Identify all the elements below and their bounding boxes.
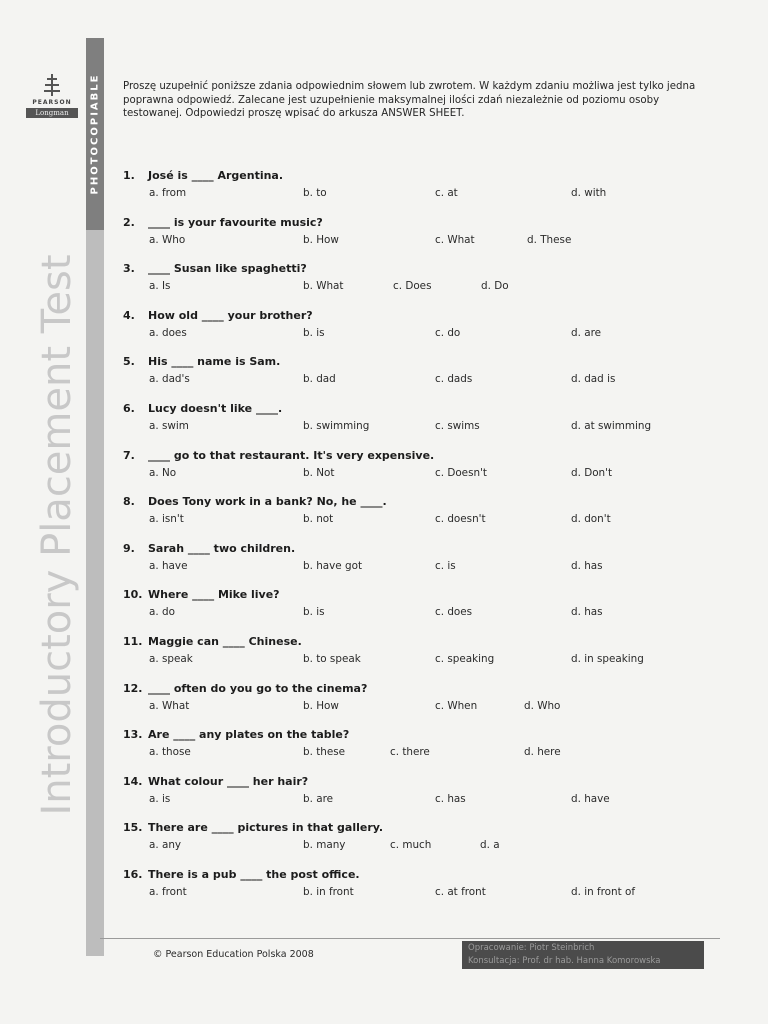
pearson-tree-icon — [44, 74, 60, 96]
answer-options — [123, 187, 723, 203]
question-stem — [123, 820, 723, 836]
question-stem — [123, 681, 723, 697]
answer-option: c. at — [435, 187, 458, 199]
question-stem — [123, 494, 723, 510]
answer-option: b. How — [303, 233, 339, 246]
question-stem — [123, 354, 723, 370]
question-stem — [123, 168, 723, 184]
answer-options — [123, 653, 723, 669]
answer-option: a. swim — [149, 420, 189, 432]
answer-options — [123, 327, 723, 343]
answer-option: b. How — [303, 699, 339, 712]
question-item — [123, 634, 723, 669]
question-text: There is a pub ____ the post office. — [148, 868, 360, 881]
answer-option: a. does — [149, 326, 187, 339]
answer-option: d. in front of — [571, 886, 636, 898]
answer-option: b. many — [303, 839, 346, 852]
question-item — [123, 401, 723, 436]
question-number: 9. — [123, 541, 135, 555]
question-item — [123, 354, 723, 389]
question-stem — [123, 308, 723, 324]
answer-options — [123, 839, 723, 855]
answer-option: d. at swimming — [571, 420, 652, 432]
answer-option: d. don't — [571, 513, 611, 526]
credit-line: Opracowanie: Piotr Steinbrich — [468, 943, 595, 953]
photocopiable-label — [86, 38, 104, 230]
question-item — [123, 215, 723, 250]
question-stem — [123, 541, 723, 557]
answer-option: a. Is — [149, 280, 171, 293]
question-number: 4. — [123, 308, 135, 322]
answer-option: d. These — [527, 233, 572, 246]
answer-option: a. isn't — [149, 513, 184, 526]
answer-option: b. are — [303, 792, 334, 805]
question-stem — [123, 867, 723, 883]
author-credits — [462, 941, 704, 969]
credit-line: Konsultacja: Prof. dr hab. Hanna Komorowska — [468, 956, 661, 966]
question-text: Sarah ____ two children. — [148, 541, 296, 555]
answer-option: d. are — [571, 326, 602, 339]
question-number: 1. — [123, 169, 135, 182]
answer-option: b. in front — [303, 886, 354, 898]
question-item — [123, 774, 723, 809]
answer-options — [123, 700, 723, 716]
question-stem — [123, 261, 723, 277]
question-number: 5. — [123, 355, 135, 369]
question-stem — [123, 774, 723, 790]
question-text: Lucy doesn't like ____. — [148, 402, 283, 415]
question-number: 10. — [123, 588, 143, 602]
answer-option: a. front — [149, 886, 187, 898]
answer-option: b. is — [303, 326, 325, 339]
answer-option: a. is — [149, 792, 171, 805]
question-text: How old ____ your brother? — [148, 308, 313, 322]
question-text: There are ____ pictures in that gallery. — [148, 821, 384, 835]
answer-option: c. Does — [393, 280, 432, 293]
question-number: 16. — [123, 868, 143, 881]
question-stem — [123, 587, 723, 603]
answer-options — [123, 886, 723, 902]
question-text: José is ____ Argentina. — [148, 169, 284, 182]
answer-options — [123, 420, 723, 436]
question-text: ____ go to that restaurant. It's very expensive. — [148, 448, 435, 462]
answer-option: d. Don't — [571, 466, 613, 479]
answer-option: d. has — [571, 559, 603, 572]
answer-options — [123, 234, 723, 250]
question-stem — [123, 448, 723, 464]
answer-option: b. to — [303, 187, 327, 199]
answer-option: c. there — [390, 746, 430, 759]
question-item — [123, 308, 723, 343]
answer-option: a. Who — [149, 233, 186, 246]
answer-option: c. What — [435, 233, 475, 246]
question-item — [123, 168, 723, 203]
question-number: 11. — [123, 635, 143, 648]
question-text: ____ Susan like spaghetti? — [148, 262, 307, 276]
answer-option: d. with — [571, 187, 607, 199]
question-number: 13. — [123, 728, 143, 742]
publisher-logo — [26, 74, 78, 118]
answer-option: c. do — [435, 326, 461, 339]
question-item — [123, 727, 723, 762]
question-text: Are ____ any plates on the table? — [148, 728, 350, 742]
question-number: 14. — [123, 774, 143, 788]
answer-option: b. to speak — [303, 653, 361, 665]
question-item — [123, 587, 723, 622]
answer-option: d. Who — [524, 699, 561, 712]
answer-option: a. from — [149, 187, 187, 199]
question-item — [123, 261, 723, 296]
question-text: What colour ____ her hair? — [148, 774, 309, 788]
answer-option: c. is — [435, 559, 456, 572]
answer-options — [123, 793, 723, 809]
answer-option: c. at front — [435, 886, 486, 898]
answer-options — [123, 606, 723, 622]
question-item — [123, 494, 723, 529]
question-number: 2. — [123, 215, 135, 229]
question-number: 3. — [123, 262, 135, 276]
answer-options — [123, 280, 723, 296]
answer-option: d. dad is — [571, 373, 616, 386]
answer-option: b. these — [303, 746, 346, 759]
answer-option: a. those — [149, 746, 191, 759]
answer-option: d. has — [571, 606, 603, 619]
answer-option: a. dad's — [149, 373, 190, 386]
answer-option: b. not — [303, 513, 334, 526]
answer-option: c. swims — [435, 420, 480, 432]
question-item — [123, 820, 723, 855]
publisher-brand: PEARSON — [32, 99, 72, 106]
answer-option: d. here — [524, 746, 561, 759]
answer-option: a. speak — [149, 653, 193, 665]
answer-option: c. doesn't — [435, 513, 486, 526]
question-item — [123, 867, 723, 902]
answer-options — [123, 746, 723, 762]
question-text: Maggie can ____ Chinese. — [148, 635, 302, 648]
question-text: ____ often do you go to the cinema? — [148, 681, 368, 695]
answer-option: c. When — [435, 699, 478, 712]
question-stem — [123, 215, 723, 231]
question-item — [123, 541, 723, 576]
answer-option: a. What — [149, 699, 190, 712]
answer-option: d. Do — [481, 280, 509, 293]
question-item — [123, 681, 723, 716]
answer-option: c. Doesn't — [435, 466, 487, 479]
photocopiable-text: PHOTOCOPIABLE — [89, 73, 101, 195]
answer-option: b. is — [303, 606, 325, 619]
answer-option: c. has — [435, 792, 466, 805]
question-stem — [123, 401, 723, 417]
question-number: 8. — [123, 495, 135, 509]
answer-option: c. much — [390, 839, 432, 852]
answer-option: a. have — [149, 559, 188, 572]
question-stem — [123, 727, 723, 743]
question-number: 12. — [123, 681, 143, 695]
answer-options — [123, 467, 723, 483]
answer-option: d. in speaking — [571, 653, 644, 665]
answer-option: b. Not — [303, 466, 335, 479]
answer-option: a. do — [149, 606, 175, 619]
answer-option: d. have — [571, 792, 610, 805]
answer-option: b. have got — [303, 559, 363, 572]
answer-option: a. No — [149, 466, 177, 479]
answer-option: a. any — [149, 839, 182, 852]
question-text: ____ is your favourite music? — [148, 215, 323, 229]
publisher-imprint: Longman — [26, 108, 78, 118]
test-title-vertical — [34, 250, 80, 820]
question-number: 6. — [123, 402, 135, 415]
answer-option: b. What — [303, 280, 344, 293]
question-text: Does Tony work in a bank? No, he ____. — [148, 495, 387, 509]
question-item — [123, 448, 723, 483]
answer-option: c. speaking — [435, 653, 495, 665]
test-title-text: Introductory Placement Test — [34, 254, 80, 816]
question-text: Where ____ Mike live? — [148, 588, 280, 602]
instructions-text: Proszę uzupełnić poniższe zdania odpowiednim słowem lub zwrotem. W każdym zdaniu możliwa jest tylko jedna poprawna odpowiedź. Zalecane jest uzupełnienie maksymalnej ilości zdań niezależnie od poziomu osoby testowanej. Odpowiedzi proszę wpisać do arkusza ANSWER SHEET. — [123, 81, 696, 119]
footer-divider — [100, 938, 720, 939]
question-number: 7. — [123, 448, 135, 462]
copyright-notice: © Pearson Education Polska 2008 — [153, 949, 314, 960]
question-stem — [123, 634, 723, 650]
answer-option: b. dad — [303, 373, 336, 386]
answer-option: c. dads — [435, 373, 473, 386]
answer-options — [123, 373, 723, 389]
answer-option: b. swimming — [303, 420, 370, 432]
question-text: His ____ name is Sam. — [148, 355, 281, 369]
answer-option: c. does — [435, 606, 473, 619]
question-number: 15. — [123, 821, 143, 835]
answer-options — [123, 513, 723, 529]
answer-options — [123, 560, 723, 576]
answer-option: d. a — [480, 839, 500, 852]
